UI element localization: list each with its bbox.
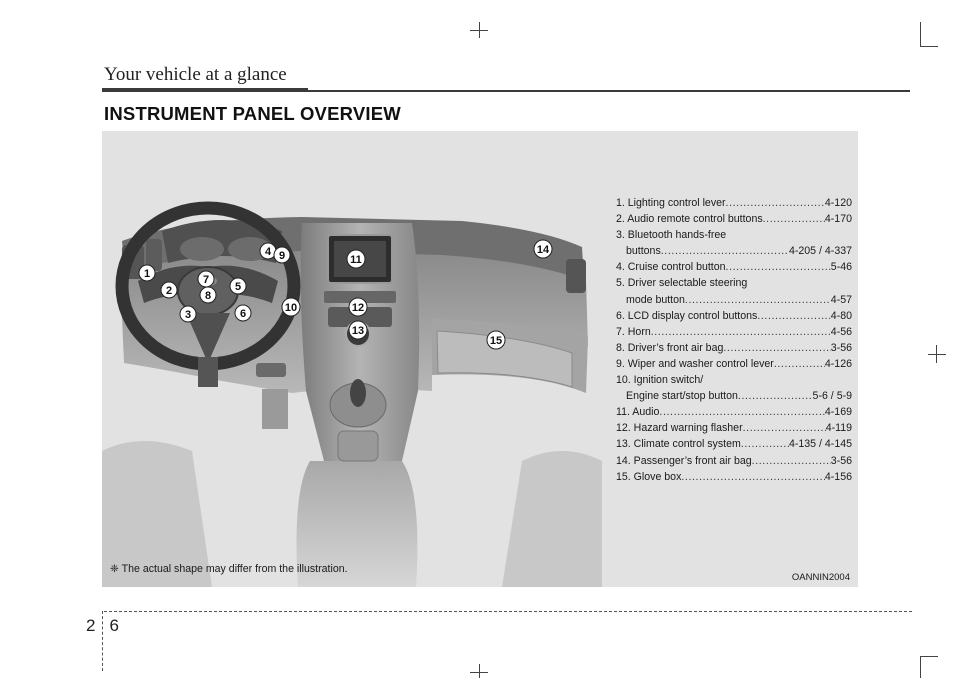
svg-text:1: 1 — [143, 268, 151, 280]
svg-text:4: 4 — [264, 246, 272, 258]
legend-item-page: 4-135 / 4-145 — [788, 438, 852, 451]
leader-dots — [661, 243, 789, 259]
callout-8 — [200, 287, 216, 303]
crop-mark — [470, 672, 488, 673]
page-number-value: 6 — [109, 616, 119, 635]
legend-item — [616, 420, 852, 436]
figure-code: OANNIN2004 — [791, 572, 850, 583]
leader-dots — [685, 292, 831, 308]
svg-text:2: 2 — [165, 285, 173, 297]
callout-12 — [349, 298, 367, 316]
legend-item — [616, 453, 852, 469]
leader-dots — [726, 259, 831, 275]
callout-3 — [180, 306, 196, 322]
legend-item-page: 3-56 — [830, 454, 852, 467]
legend-item-page: 4-56 — [830, 325, 852, 338]
section-title: INSTRUMENT PANEL OVERVIEW — [104, 103, 401, 124]
legend-item-page: 4-119 — [825, 422, 852, 435]
svg-text:5: 5 — [234, 281, 242, 293]
callout-4 — [260, 243, 276, 259]
legend-item-page: 4-126 — [824, 357, 852, 370]
legend-item — [616, 356, 852, 372]
header-rule-thin — [308, 90, 910, 92]
svg-text:9: 9 — [278, 250, 286, 262]
legend-item — [616, 324, 852, 340]
footer-rule — [104, 611, 912, 612]
svg-text:11: 11 — [350, 254, 362, 266]
legend-item-label: 14. Passenger’s front air bag — [616, 454, 752, 467]
svg-text:15: 15 — [489, 335, 503, 347]
crop-mark — [479, 664, 480, 678]
legend-item — [616, 436, 852, 452]
figure-note: ❈ The actual shape may differ from the illustration. — [110, 563, 348, 575]
crop-mark — [920, 22, 921, 46]
legend-item-label: 5. Driver selectable steering — [616, 277, 748, 290]
legend-item-label: 8. Driver’s front air bag — [616, 341, 724, 354]
legend-item-label: 1. Lighting control lever — [616, 197, 726, 209]
legend-item — [616, 275, 852, 307]
callout-1 — [139, 265, 155, 281]
legend-item — [616, 372, 852, 404]
callout-2 — [161, 282, 177, 298]
legend-list — [616, 195, 852, 485]
crop-mark — [920, 656, 938, 657]
leader-dots — [738, 388, 813, 404]
svg-text:7: 7 — [202, 274, 210, 286]
legend-item-label: 15. Glove box — [616, 470, 682, 483]
leader-dots — [659, 404, 824, 420]
leader-dots — [763, 211, 825, 227]
legend-item-label: 2. Audio remote control buttons — [616, 213, 763, 226]
legend-item — [616, 211, 852, 227]
legend-item-page: 4-156 — [824, 470, 852, 483]
legend-item-label: 7. Horn — [616, 325, 651, 338]
leader-dots — [651, 324, 831, 340]
legend-item-page: 4-57 — [830, 293, 852, 306]
callout-11 — [347, 250, 365, 268]
callout-6 — [235, 305, 251, 321]
svg-text:8: 8 — [204, 290, 212, 302]
legend-item-label: 10. Ignition switch/ — [616, 374, 704, 387]
legend-item — [616, 308, 852, 324]
svg-text:13: 13 — [351, 325, 365, 337]
legend-item-label: 11. Audio — [616, 406, 660, 419]
legend-item — [616, 259, 852, 275]
legend-item-page: 5-6 / 5-9 — [812, 390, 852, 403]
crop-mark — [920, 46, 938, 47]
callout-10 — [282, 298, 300, 316]
header-rule — [102, 88, 308, 92]
legend-item-page: 5-46 — [830, 261, 852, 274]
legend-item-page: 3-56 — [830, 341, 852, 354]
crop-mark — [470, 30, 488, 31]
callout-15 — [487, 331, 505, 349]
leader-dots — [726, 195, 825, 211]
legend-item — [616, 469, 852, 485]
callout-9 — [274, 247, 290, 263]
legend-item — [616, 340, 852, 356]
callout-7 — [198, 271, 214, 287]
leader-dots — [741, 436, 789, 452]
legend-item-label: 6. LCD display control buttons — [616, 309, 758, 322]
running-title: Your vehicle at a glance — [104, 64, 287, 85]
page-number — [86, 616, 119, 636]
dashboard-illustration — [102, 131, 602, 587]
legend-item — [616, 227, 852, 259]
leader-dots — [757, 308, 830, 324]
legend-item-page: 4-169 — [824, 406, 852, 419]
legend-item-label: 3. Bluetooth hands-free — [616, 229, 727, 242]
svg-text:6: 6 — [239, 308, 247, 320]
callout-14 — [534, 240, 552, 258]
leader-dots — [681, 469, 825, 485]
leader-dots — [774, 356, 825, 372]
legend-item-continuation: mode button — [626, 293, 685, 306]
callout-13 — [349, 321, 367, 339]
legend-item-page: 4-80 — [830, 309, 852, 322]
legend-item-page: 4-120 — [824, 197, 852, 209]
chapter-number: 2 — [86, 616, 96, 635]
crop-mark — [920, 656, 921, 678]
callout-5 — [230, 278, 246, 294]
svg-text:10: 10 — [284, 302, 298, 314]
legend-item-label: 9. Wiper and washer control lever — [616, 357, 774, 370]
legend-item-label: 13. Climate control system — [616, 438, 741, 451]
svg-text:12: 12 — [351, 302, 365, 314]
crop-mark — [928, 354, 946, 355]
legend-item-continuation: buttons — [626, 245, 661, 258]
leader-dots — [743, 420, 826, 436]
instrument-panel-figure — [102, 131, 858, 587]
legend-item — [616, 404, 852, 420]
legend-item-continuation: Engine start/stop button — [626, 390, 738, 403]
legend-item — [616, 195, 852, 211]
legend-item-page: 4-170 — [824, 213, 852, 226]
leader-dots — [752, 453, 831, 469]
legend-item-label: 12. Hazard warning flasher — [616, 422, 743, 435]
legend-item-label: 4. Cruise control button — [616, 261, 726, 274]
legend-item-page: 4-205 / 4-337 — [788, 245, 852, 258]
svg-text:14: 14 — [536, 244, 550, 256]
leader-dots — [723, 340, 830, 356]
svg-text:3: 3 — [184, 309, 192, 321]
